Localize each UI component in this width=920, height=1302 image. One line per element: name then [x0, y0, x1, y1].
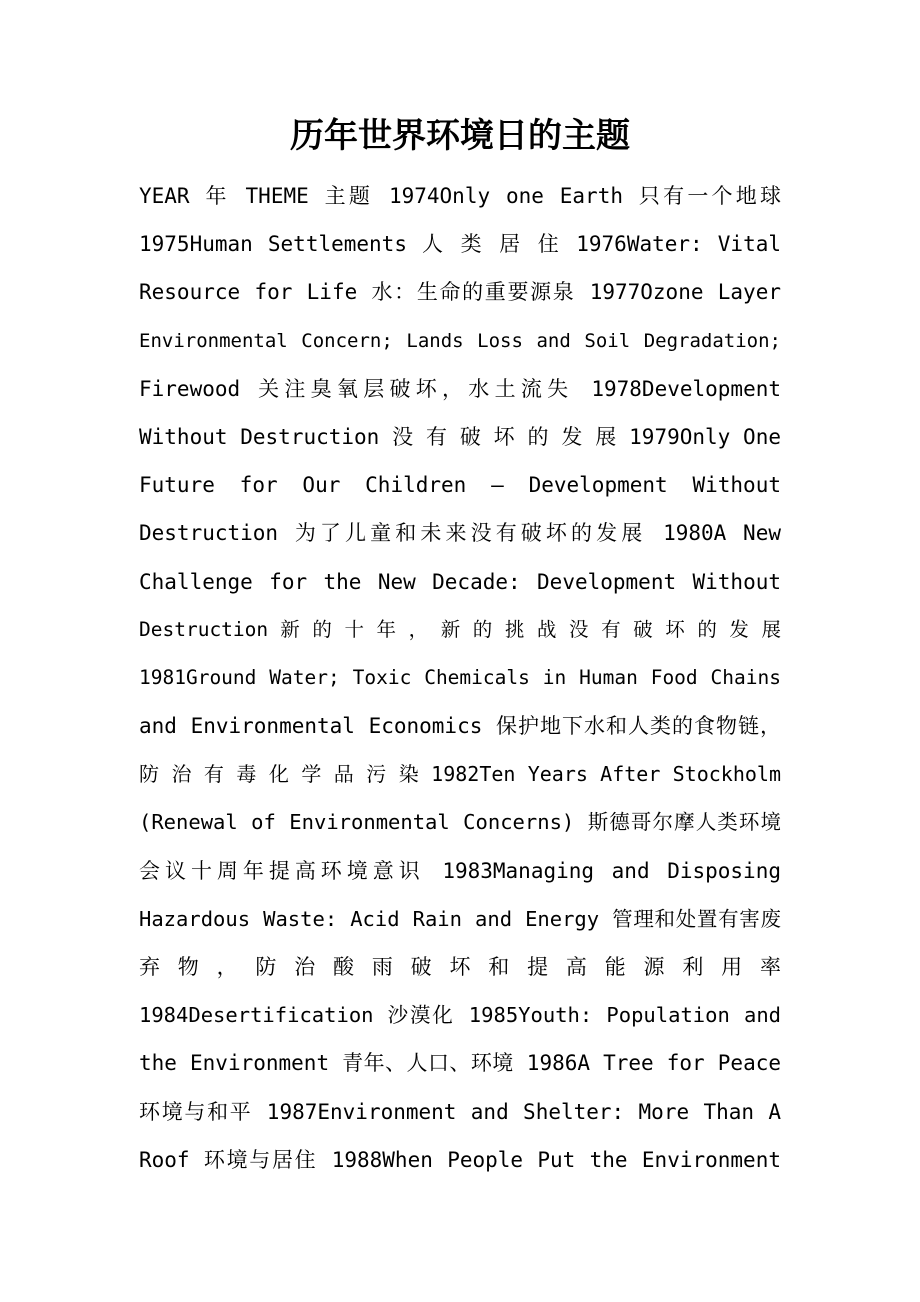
text-line: 1975Human Settlements 人 类 居 住 1976Water: Vital — [139, 232, 781, 257]
document-body — [139, 172, 781, 1184]
text-line: Environmental Concern; Lands Loss and Soil Degradation; — [139, 329, 781, 352]
text-line: 1981Ground Water; Toxic Chemicals in Human Food Chains — [139, 665, 781, 689]
text-line: and Environmental Economics 保护地下水和人类的食物链， — [139, 714, 781, 739]
text-line: 会议十周年提高环境意识 1983Managing and Disposing — [139, 858, 781, 883]
text-line: the Environment 青年、人口、环境 1986A Tree for Peace — [139, 1051, 781, 1076]
page-title: 历年世界环境日的主题 — [290, 116, 630, 156]
text-line: Hazardous Waste: Acid Rain and Energy 管理和处置有害废 — [139, 906, 781, 931]
text-line: (Renewal of Environmental Concerns) 斯德哥尔摩人类环境 — [139, 810, 781, 835]
text-line: Without Destruction 没 有 破 坏 的 发 展 1979Only One — [139, 424, 781, 449]
text-line: Resource for Life 水：生命的重要源泉 1977Ozone Layer — [139, 280, 781, 305]
text-line: Destruction 新 的 十 年 ， 新 的 挑 战 没 有 破 坏 的 发 展 — [139, 617, 781, 641]
text-line: 环境与和平 1987Environment and Shelter: More Than A — [139, 1099, 781, 1124]
text-line: 防 治 有 毒 化 学 品 污 染 1982Ten Years After Stockholm — [139, 762, 781, 787]
text-line: Challenge for the New Decade: Development Without — [139, 569, 781, 594]
text-line: Firewood 关注臭氧层破坏，水土流失 1978Development — [139, 376, 781, 401]
text-line: Future for Our Children – Development Without — [139, 473, 781, 498]
text-line: 弃 物 ， 防 治 酸 雨 破 坏 和 提 高 能 源 利 用 率 — [139, 955, 781, 979]
text-line: Roof 环境与居住 1988When People Put the Environment — [139, 1147, 781, 1172]
text-line: Destruction 为了儿童和未来没有破坏的发展 1980A New — [139, 521, 781, 546]
text-line: 1984Desertification 沙漠化 1985Youth: Population and — [139, 1003, 781, 1028]
text-line: YEAR 年 THEME 主题 1974Only one Earth 只有一个地球 — [139, 184, 781, 208]
